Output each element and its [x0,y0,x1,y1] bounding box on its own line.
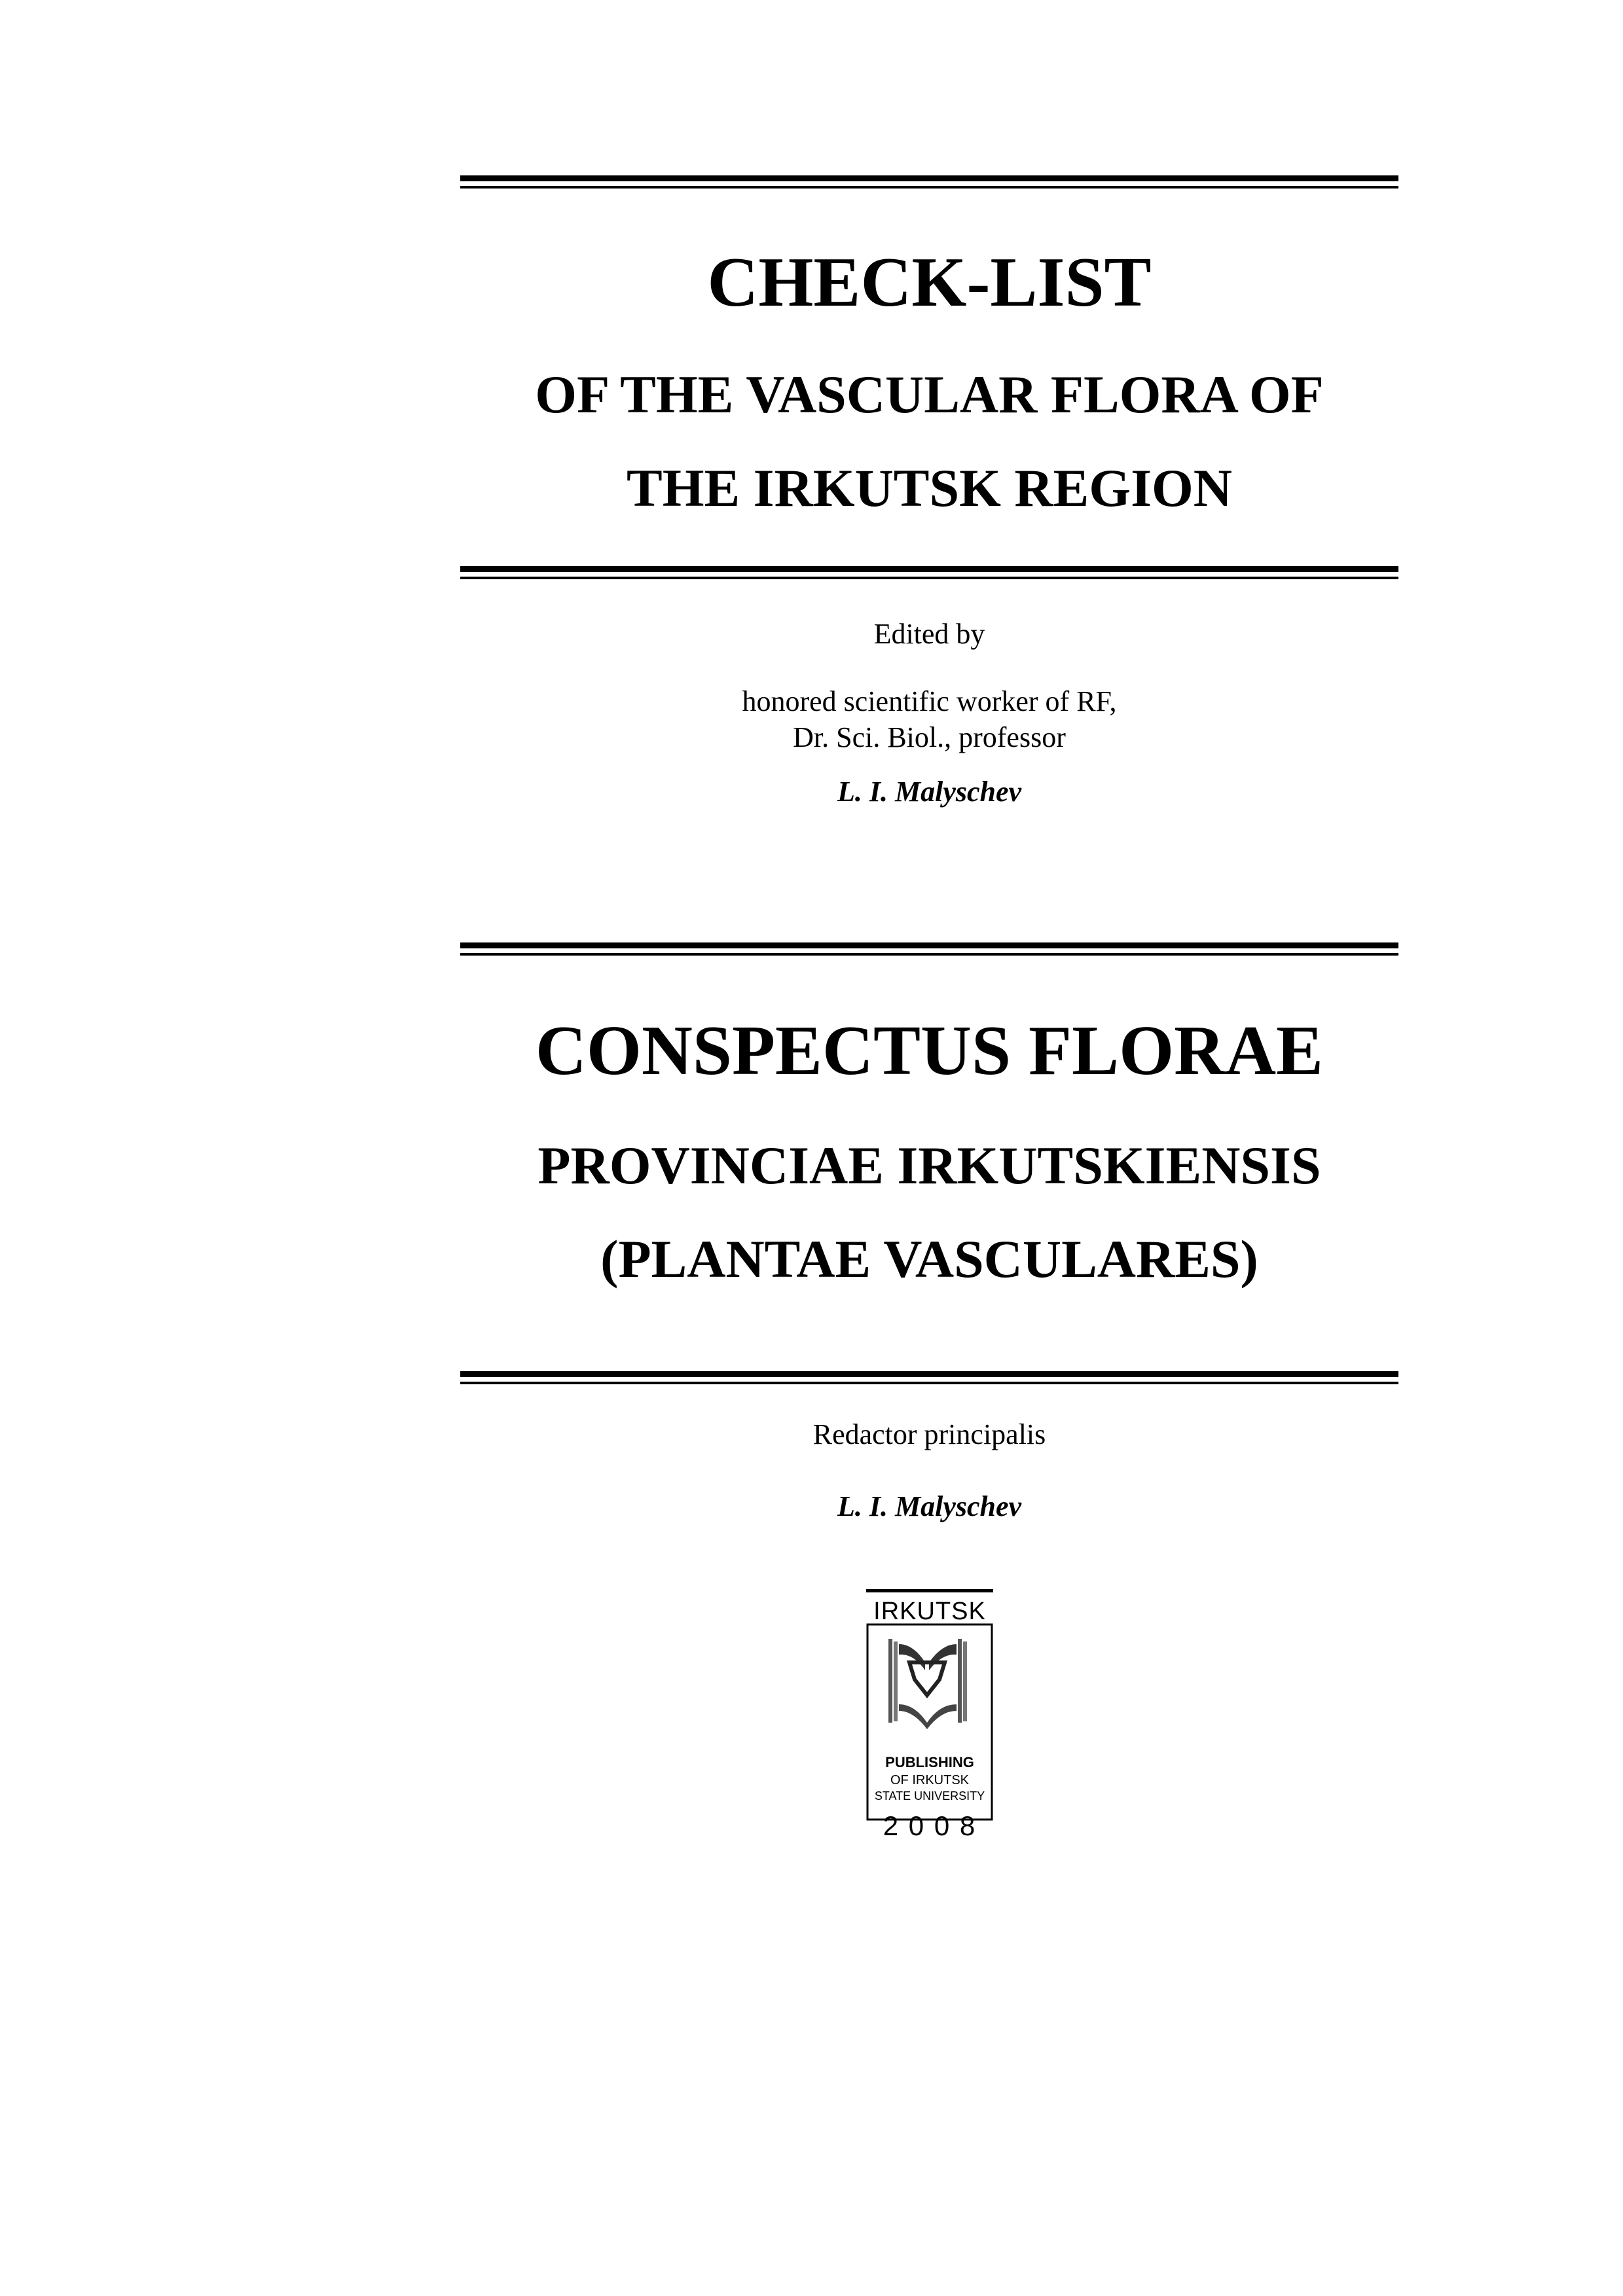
publisher-logo [861,1589,998,1838]
top-double-rule [460,175,1398,190]
checklist-subtitle-line2: THE IRKUTSK REGION [627,458,1232,518]
conspectus-bottom-double-rule [460,1371,1398,1386]
editor-name: L. I. Malyschev [837,776,1022,808]
conspectus-title: CONSPECTUS FLORAE [535,1012,1324,1090]
edited-by-label: Edited by [873,618,985,650]
conspectus-subtitle-line2: (PLANTAE VASCULARES) [600,1229,1258,1289]
open-book-icon [888,1639,967,1729]
redactor-label: Redactor principalis [812,1418,1046,1450]
logo-state-university-text: STATE UNIVERSITY [874,1789,985,1803]
redactor-name: L. I. Malyschev [837,1490,1022,1522]
conspectus-top-double-rule [460,942,1398,958]
editor-title-line2: Dr. Sci. Biol., professor [793,721,1066,753]
checklist-title: CHECK-LIST [707,243,1152,321]
conspectus-subtitle-line1: PROVINCIAE IRKUTSKIENSIS [538,1136,1321,1195]
checklist-bottom-double-rule [460,566,1398,581]
editor-title-line1: honored scientific worker of RF, [742,685,1117,717]
logo-publishing-text: PUBLISHING [885,1754,974,1770]
logo-of-irkutsk-text: OF IRKUTSK [890,1773,970,1787]
logo-city-text: IRKUTSK [873,1598,986,1625]
checklist-subtitle-line1: OF THE VASCULAR FLORA OF [535,365,1324,424]
logo-year-text: 2 0 0 8 [883,1810,977,1838]
